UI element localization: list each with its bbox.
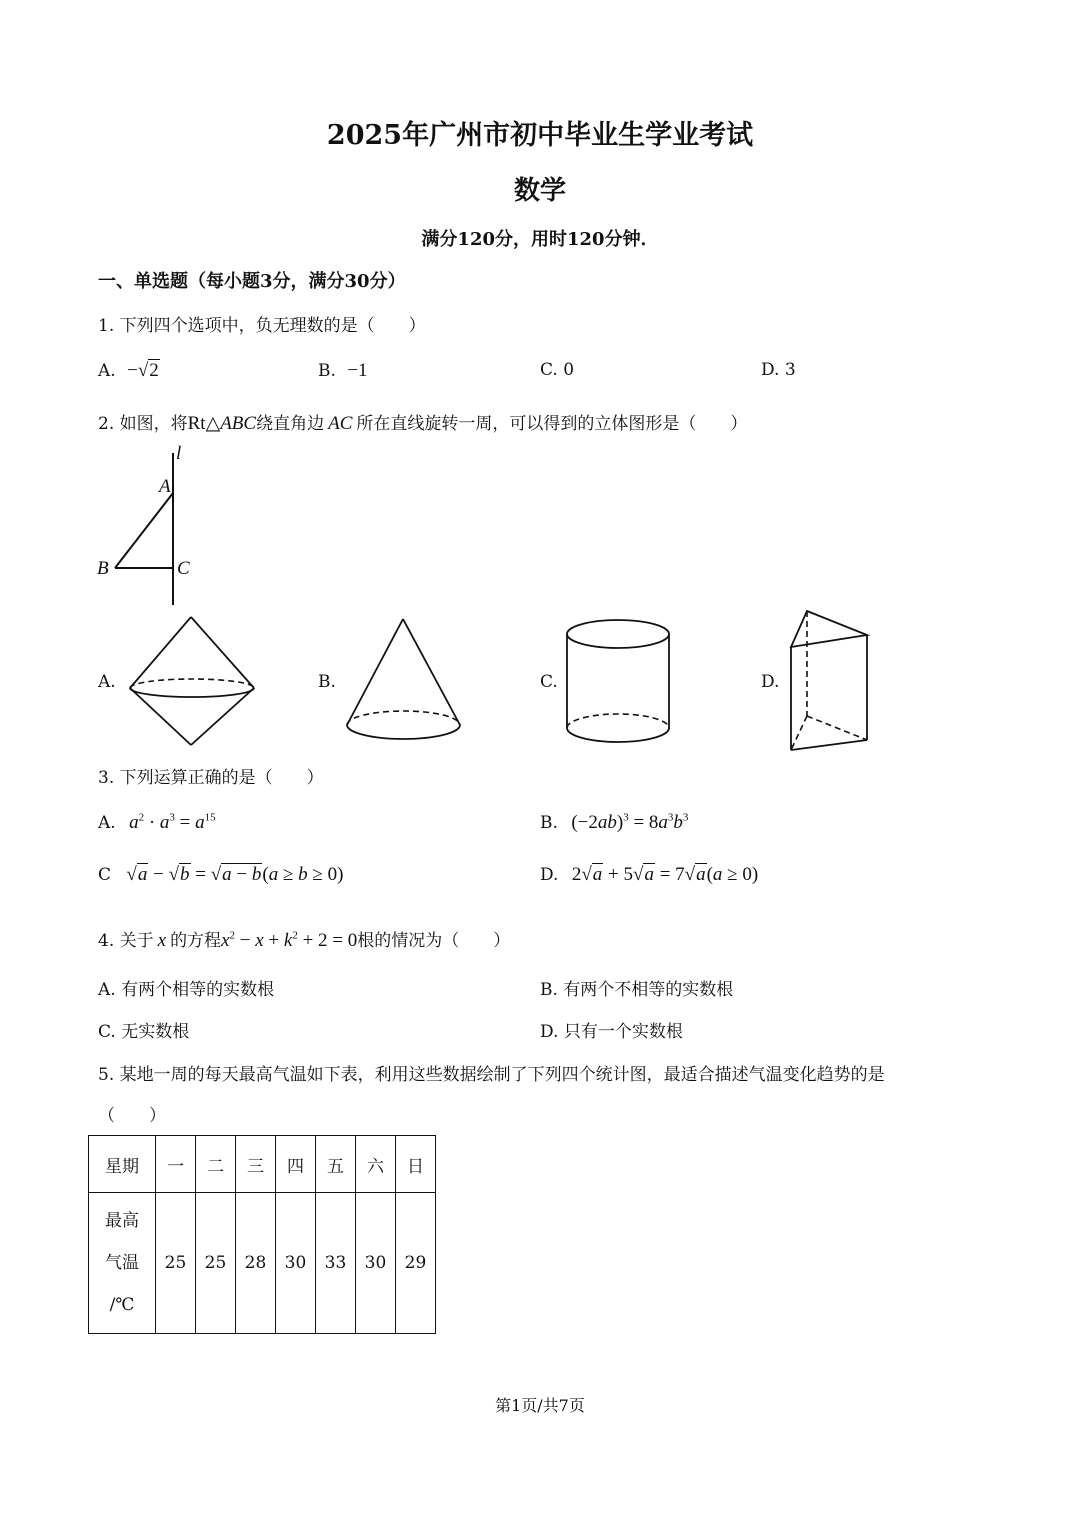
- q1-d-expr: 3: [784, 360, 796, 380]
- row-label-line: 最高: [105, 1211, 139, 1231]
- q3-option-b: [540, 812, 688, 834]
- q5-stem: 5. 某地一周的每天最高气温如下表，利用这些数据绘制了下列四个统计图，最适合描述气温变化趋势的是: [98, 1065, 885, 1085]
- section-heading: 一、单选题（每小题3分，满分30分）: [98, 271, 406, 292]
- label-l: l: [176, 443, 182, 464]
- row-label-line: 气温: [105, 1253, 139, 1273]
- temperature-table: [88, 1135, 436, 1334]
- label-a: A: [159, 476, 171, 497]
- q3-c-expr: √a − √b = √a − b(a ≥ b ≥ 0): [126, 864, 344, 885]
- subject-title: 数学: [513, 176, 566, 206]
- day-cell: 二: [196, 1136, 236, 1193]
- day-cell: 日: [396, 1136, 436, 1193]
- q2-option-d-letter: D.: [761, 672, 780, 692]
- temp-cell: 33: [316, 1193, 356, 1334]
- q4-option-b: B. 有两个不相等的实数根: [540, 980, 734, 1000]
- q3-option-a: [98, 812, 216, 834]
- table-row: [89, 1193, 436, 1334]
- temp-cell: 25: [156, 1193, 196, 1334]
- option-letter: C: [98, 865, 112, 885]
- q1-option-d: [761, 360, 796, 380]
- day-cell: 五: [316, 1136, 356, 1193]
- option-letter: B.: [540, 813, 558, 833]
- q4-option-c: C. 无实数根: [98, 1022, 190, 1042]
- q2-option-a-letter: A.: [98, 672, 116, 692]
- q3-d-expr: 2√a + 5√a = 7√a(a ≥ 0): [571, 864, 759, 885]
- option-letter: C.: [540, 360, 558, 380]
- option-letter: B.: [318, 361, 336, 381]
- option-letter: D.: [540, 865, 559, 885]
- q1-a-expr: −√2: [127, 360, 159, 381]
- exam-title: 2025年广州市初中毕业生学业考试: [326, 120, 754, 151]
- temp-cell: 29: [396, 1193, 436, 1334]
- q1-b-expr: −1: [347, 360, 368, 381]
- double-cone-figure: [128, 615, 258, 750]
- day-cell: 一: [156, 1136, 196, 1193]
- temp-cell: 28: [236, 1193, 276, 1334]
- q4-option-a: A. 有两个相等的实数根: [98, 980, 275, 1000]
- q1-option-a: [98, 360, 160, 382]
- label-c: C: [177, 558, 190, 579]
- q2-option-c-letter: C.: [540, 672, 558, 692]
- q1-stem: 1. 下列四个选项中，负无理数的是（ ）: [98, 316, 426, 336]
- day-cell: 四: [276, 1136, 316, 1193]
- cone-figure: [345, 617, 465, 745]
- hypotenuse-ab: [115, 493, 173, 568]
- q4-equation: $x^2 - x + k^2 + 2 = 0$: [221, 929, 358, 951]
- exam-info: 满分120分，用时120分钟．: [421, 229, 659, 250]
- q1-c-expr: 0: [563, 360, 575, 380]
- option-letter: D.: [761, 360, 780, 380]
- q3-option-d: [540, 864, 758, 886]
- temp-cell: 25: [196, 1193, 236, 1334]
- header-label-cell: 星期: [89, 1136, 156, 1193]
- q5-stem-cont: （ ）: [98, 1106, 166, 1126]
- day-cell: 六: [356, 1136, 396, 1193]
- day-cell: 三: [236, 1136, 276, 1193]
- page-footer: 第1页/共7页: [495, 1396, 585, 1415]
- table-row: [89, 1136, 436, 1193]
- q3-a-expr: $a^2 \cdot a^3 = a^{15}$: [129, 811, 216, 833]
- row-label-line: /℃: [109, 1295, 135, 1315]
- cylinder-figure: [565, 616, 675, 748]
- temp-cell: 30: [356, 1193, 396, 1334]
- q3-b-expr: $(-2ab)^3 = 8a^3b^3$: [571, 811, 689, 833]
- q2-triangle-figure: [95, 445, 205, 610]
- option-letter: A.: [98, 361, 116, 381]
- q4-option-d: D. 只有一个实数根: [540, 1022, 683, 1042]
- q1-option-b: [318, 360, 368, 382]
- option-letter: A.: [98, 813, 116, 833]
- triangular-prism-figure: [785, 607, 875, 757]
- q2-option-b-letter: B.: [318, 672, 336, 692]
- q2-stem: 2. 如图，将Rt△ABC绕直角边 AC 所在直线旋转一周，可以得到的立体图形是（ ）: [98, 413, 748, 434]
- q1-option-c: [540, 360, 574, 380]
- temp-cell: 30: [276, 1193, 316, 1334]
- q3-option-c: [98, 864, 343, 886]
- q4-stem: 4. 关于 x 的方程$x^2 - x + k^2 + 2 = 0$根的情况为（ ）: [98, 929, 511, 951]
- q3-stem: 3. 下列运算正确的是（ ）: [98, 768, 324, 788]
- label-b: B: [97, 558, 109, 579]
- row-label-cell: [89, 1193, 156, 1334]
